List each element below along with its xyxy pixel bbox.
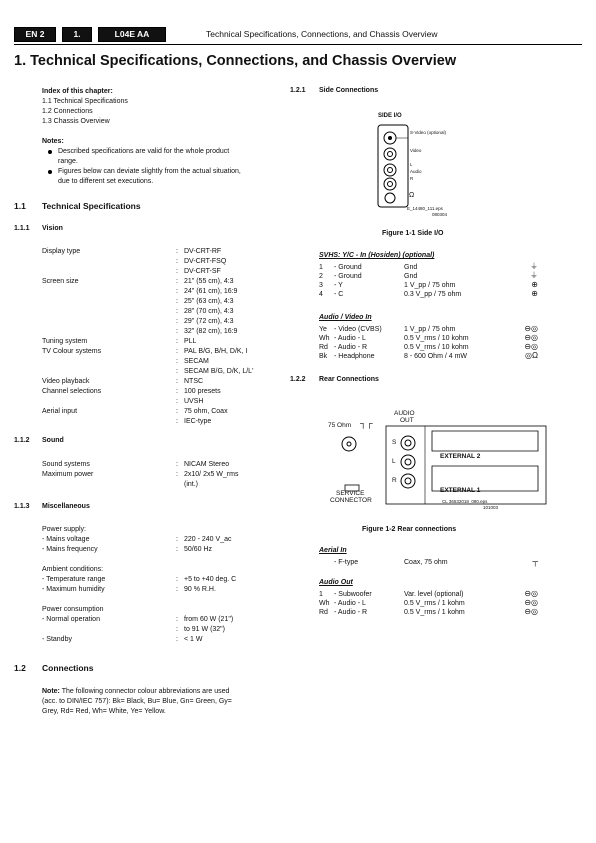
service-label: CONNECTOR xyxy=(330,497,372,504)
connector-symbol-icon: ┬ xyxy=(532,557,538,566)
spec-colon: : xyxy=(176,626,178,633)
ext1-label: EXTERNAL 1 xyxy=(440,487,481,494)
spec-value: 32" (82 cm), 16:9 xyxy=(184,328,238,335)
aerial-symbol-icon: ┐┌ xyxy=(360,418,373,428)
spec-label: Display type xyxy=(42,248,81,255)
subsection-title: Miscellaneous xyxy=(42,503,90,510)
spec-colon: : xyxy=(176,298,178,305)
spec-label: Screen size xyxy=(42,278,79,285)
pin-value: 0.3 V_pp / 75 ohm xyxy=(404,291,462,298)
pin-name: - Subwoofer xyxy=(334,591,372,598)
spec-label: - Temperature range xyxy=(42,576,106,583)
side-io-text: S-Video (optional) xyxy=(410,130,446,135)
note-line: Described specifications are valid for the whole product xyxy=(58,148,230,155)
spec-label: Tuning system xyxy=(42,338,88,345)
pin-value: 1 V_pp / 75 ohm xyxy=(404,326,456,333)
note-text: Grey, Rd= Red, Wh= White, Ye= Yellow. xyxy=(42,708,166,715)
spec-colon: : xyxy=(176,248,178,255)
spec-value: 50/60 Hz xyxy=(184,546,213,553)
spec-value: UVSH xyxy=(184,398,204,405)
ohm-label: 75 Ohm xyxy=(328,422,352,429)
side-io-figure xyxy=(370,108,470,228)
spec-value: SECAM xyxy=(184,358,209,365)
spec-label: Ambient conditions: xyxy=(42,566,104,573)
pin-value: Var. level (optional) xyxy=(404,591,464,598)
pin-id: 2 xyxy=(319,273,323,280)
subsection-title: Vision xyxy=(42,225,63,232)
spec-value: DV-CRT-RF xyxy=(184,248,222,255)
pin-id: Ye xyxy=(319,326,327,333)
spec-colon: : xyxy=(176,586,178,593)
spec-label: TV Colour systems xyxy=(42,348,102,355)
spec-colon: : xyxy=(176,408,178,415)
note-label: Note: xyxy=(42,688,60,695)
connector-symbol-icon: ⊖◎ xyxy=(524,342,538,351)
r-label: R xyxy=(392,477,397,484)
note-line: range. xyxy=(58,158,78,165)
connector-symbol-icon: ⊖◎ xyxy=(524,324,538,333)
spec-value: 90 % R.H. xyxy=(184,586,216,593)
spec-value: IEC-type xyxy=(184,418,212,425)
subsection-num: 1.2.1 xyxy=(290,87,306,94)
figure-file: E_14480_111.eps xyxy=(407,206,443,211)
spec-colon: : xyxy=(176,471,178,478)
spec-colon: : xyxy=(176,368,178,375)
spec-value: NICAM Stereo xyxy=(184,461,230,468)
subsection-num: 1.2.2 xyxy=(290,376,306,383)
pin-name: - Audio - R xyxy=(334,609,368,616)
pin-value: 8 - 600 Ohm / 4 mW xyxy=(404,353,468,360)
pin-id: Rd xyxy=(319,344,328,351)
spec-colon: : xyxy=(176,288,178,295)
pin-name: - Audio - L xyxy=(334,600,366,607)
bullet xyxy=(48,150,52,154)
spec-colon: : xyxy=(176,268,178,275)
subsection-num: 1.1.1 xyxy=(14,225,30,232)
spec-label: Sound systems xyxy=(42,461,90,468)
pin-table-heading: Aerial In xyxy=(319,547,347,554)
pin-value: Gnd xyxy=(404,264,418,271)
subsection-title: Rear Connections xyxy=(319,376,379,383)
pin-id: 3 xyxy=(319,282,323,289)
index-item: 1.2 Connections xyxy=(42,108,93,115)
chassis-badge: L04E AA xyxy=(98,27,166,42)
side-io-text: R xyxy=(410,176,414,181)
spec-label: Maximum power xyxy=(42,471,94,478)
spec-value: 21" (55 cm), 4:3 xyxy=(184,278,234,285)
spec-label: - Standby xyxy=(42,636,72,643)
spec-label: Aerial input xyxy=(42,408,78,415)
spec-colon: : xyxy=(176,338,178,345)
spec-value: 24" (61 cm), 16:9 xyxy=(184,288,238,295)
spec-colon: : xyxy=(176,278,178,285)
pin-id: 1 xyxy=(319,264,323,271)
pin-name: - Ground xyxy=(334,264,362,271)
pin-id: 4 xyxy=(319,291,323,298)
spec-value: SECAM B/G, D/K, L/L' xyxy=(184,368,254,375)
spec-value: PAL B/G, B/H, D/K, I xyxy=(184,348,248,355)
pin-table-heading: Audio / Video In xyxy=(319,314,372,321)
connector-symbol-icon: ⏚ xyxy=(530,271,538,280)
spec-colon: : xyxy=(176,358,178,365)
spec-colon: : xyxy=(176,398,178,405)
header-rule xyxy=(14,44,582,45)
pin-value: Gnd xyxy=(404,273,418,280)
figure-date: 101003 xyxy=(483,505,499,510)
spec-value: from 60 W (21") xyxy=(184,616,234,623)
figure-caption: Figure 1-2 Rear connections xyxy=(362,526,457,533)
spec-value: PLL xyxy=(184,338,197,345)
figure-date: 080304 xyxy=(432,212,448,217)
pin-name: - Ground xyxy=(334,273,362,280)
spec-colon: : xyxy=(176,308,178,315)
pin-value: 0.5 V_rms / 10 kohm xyxy=(404,335,469,342)
pin-id: Wh xyxy=(319,600,330,607)
note-line: Figures below can deviate slightly from the actual situation, xyxy=(58,168,241,175)
spec-colon: : xyxy=(176,348,178,355)
spec-colon: : xyxy=(176,636,178,643)
notes-heading: Notes: xyxy=(42,138,64,145)
note-text: The following connector colour abbreviations are used xyxy=(61,688,230,695)
connector-symbol-icon: ◎Ω xyxy=(525,351,538,360)
spec-colon: : xyxy=(176,328,178,335)
lang-badge: EN 2 xyxy=(14,27,56,42)
spec-label: - Normal operation xyxy=(42,616,100,623)
spec-value: DV-CRT-FSQ xyxy=(184,258,227,265)
note-text: (acc. to DIN/IEC 757): Bk= Black, Bu= Blue, Gn= Green, Gy= xyxy=(42,698,232,705)
connections-note xyxy=(42,687,232,717)
connector-symbol-icon: ⊕ xyxy=(531,280,538,289)
pin-name: - C xyxy=(334,291,344,298)
section-num: 1.2 xyxy=(14,663,26,673)
ext2-label: EXTERNAL 2 xyxy=(440,453,481,460)
figure-caption: Figure 1-1 Side I/O xyxy=(382,230,444,237)
index-heading: Index of this chapter: xyxy=(42,88,113,95)
pin-value: 0.5 V_rms / 1 kohm xyxy=(404,600,465,607)
spec-label: Channel selections xyxy=(42,388,102,395)
side-io-text: Audio xyxy=(410,169,422,174)
connector-symbol-icon: ⊖◎ xyxy=(524,333,538,342)
spec-value: to 91 W (32") xyxy=(184,626,225,633)
spec-value: < 1 W xyxy=(184,636,203,643)
spec-label: Video playback xyxy=(42,378,90,385)
audio-label: AUDIO xyxy=(394,410,415,417)
l-label: L xyxy=(392,458,396,465)
spec-value: 28" (70 cm), 4:3 xyxy=(184,308,234,315)
spec-colon: : xyxy=(176,536,178,543)
spec-value: 25" (63 cm), 4:3 xyxy=(184,298,234,305)
pin-value: 0.5 V_rms / 1 kohm xyxy=(404,609,465,616)
spec-colon: : xyxy=(176,461,178,468)
index-item: 1.1 Technical Specifications xyxy=(42,98,128,105)
spec-colon: : xyxy=(176,378,178,385)
spec-label: - Mains frequency xyxy=(42,546,98,553)
pin-name: - F-type xyxy=(334,559,359,566)
subsection-num: 1.1.3 xyxy=(14,503,30,510)
side-io-text: Video xyxy=(410,148,422,153)
pin-id: Rd xyxy=(319,609,328,616)
spec-value: 29" (72 cm), 4:3 xyxy=(184,318,234,325)
pin-id: Wh xyxy=(319,335,330,342)
section-num: 1.1 xyxy=(14,201,26,211)
spec-value: DV-CRT-SF xyxy=(184,268,221,275)
connector-symbol-icon: ⏚ xyxy=(530,262,538,271)
spec-label: Power consumption xyxy=(42,606,104,613)
page-title: 1. Technical Specifications, Connections, and Chassis Overview xyxy=(14,53,457,69)
section-badge: 1. xyxy=(62,27,92,42)
spec-value: 220 - 240 V_ac xyxy=(184,536,232,543)
spec-colon: : xyxy=(176,418,178,425)
pin-name: - Y xyxy=(334,282,343,289)
spec-colon: : xyxy=(176,388,178,395)
pin-value: 1 V_pp / 75 ohm xyxy=(404,282,456,289)
subsection-title: Sound xyxy=(42,437,64,444)
spec-label: - Mains voltage xyxy=(42,536,90,543)
side-io-text: L xyxy=(410,162,413,167)
pin-value: Coax, 75 ohm xyxy=(404,559,448,566)
spec-label: - Maximum humidity xyxy=(42,586,105,593)
spec-value: (int.) xyxy=(184,481,198,488)
pin-value: 0.5 V_rms / 10 kohm xyxy=(404,344,469,351)
pin-id: Bk xyxy=(319,353,328,360)
headphone-icon: Ω xyxy=(409,192,415,199)
subsection-title: Side Connections xyxy=(319,87,379,94)
index-item: 1.3 Chassis Overview xyxy=(42,118,110,125)
spec-value: 75 ohm, Coax xyxy=(184,408,228,415)
spec-value: NTSC xyxy=(184,378,204,385)
connector-symbol-icon: ⊖◎ xyxy=(524,607,538,616)
figure-file: CL 36532018_080.eps xyxy=(442,499,488,504)
pin-id: 1 xyxy=(319,591,323,598)
bullet xyxy=(48,170,52,174)
service-label: SERVICE xyxy=(336,490,365,497)
spec-colon: : xyxy=(176,616,178,623)
pin-name: - Video (CVBS) xyxy=(334,326,382,333)
pin-name: - Audio - L xyxy=(334,335,366,342)
s-label: S xyxy=(392,439,397,446)
rear-connections-figure xyxy=(320,406,550,516)
connector-symbol-icon: ⊖◎ xyxy=(524,589,538,598)
side-io-label: SIDE I/O xyxy=(378,113,402,119)
spec-value: 2x10/ 2x5 W_rms xyxy=(184,471,239,478)
spec-colon: : xyxy=(176,318,178,325)
spec-colon: : xyxy=(176,546,178,553)
connector-symbol-icon: ⊕ xyxy=(531,289,538,298)
pin-name: - Headphone xyxy=(334,353,375,360)
spec-value: +5 to +40 deg. C xyxy=(184,576,237,583)
subsection-num: 1.1.2 xyxy=(14,437,30,444)
spec-colon: : xyxy=(176,258,178,265)
section-title: Technical Specifications xyxy=(42,201,141,211)
pin-table-heading: SVHS: Y/C - In (Hosiden) (optional) xyxy=(319,252,435,259)
section-title: Connections xyxy=(42,663,94,673)
spec-value: 100 presets xyxy=(184,388,221,395)
out-label: OUT xyxy=(400,417,414,424)
header-title: Technical Specifications, Connections, and Chassis Overview xyxy=(206,29,438,39)
pin-table-heading: Audio Out xyxy=(319,579,353,586)
pin-name: - Audio - R xyxy=(334,344,368,351)
connector-symbol-icon: ⊖◎ xyxy=(524,598,538,607)
note-line: due to different set executions. xyxy=(58,178,154,185)
spec-label: Power supply: xyxy=(42,526,86,533)
spec-colon: : xyxy=(176,576,178,583)
